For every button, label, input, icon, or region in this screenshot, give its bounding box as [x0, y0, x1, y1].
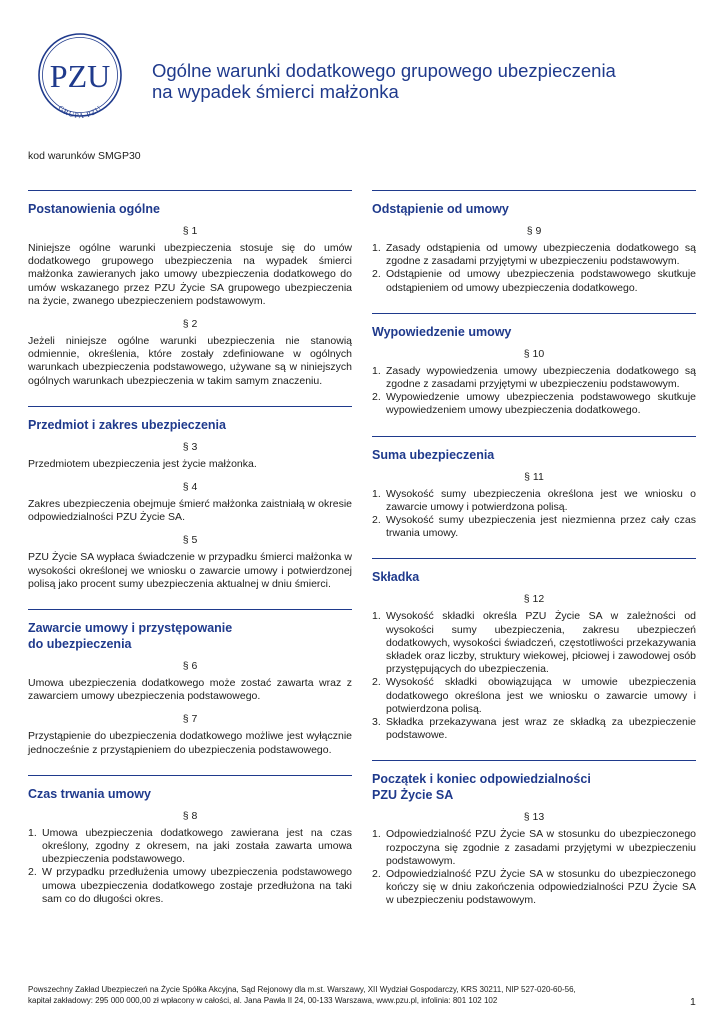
list-item: 1. Zasady wypowiedzenia umowy ubezpieczenia dodatkowego są zgodne z zasadami przyjętymi w ubezpieczeniu podstawowym.	[372, 364, 696, 391]
heading-line: do ubezpieczenia	[28, 637, 132, 652]
paragraph-number: § 4	[182, 481, 198, 494]
list-item: 1. Odpowiedzialność PZU Życie SA w stosunku do ubezpieczonego rozpoczyna się zgodnie z zasadami przyjętymi w ubezpieczeniu podstawowym.	[372, 828, 696, 867]
paragraph-text: Przystąpienie do ubezpieczenia dodatkowego możliwe jest wyłącznie jednocześnie z przystąpieniem do ubezpieczenia podstawowego.	[28, 730, 352, 756]
list-item: 1. Umowa ubezpieczenia dodatkowego zawierana jest na czas określony, zgodny z okresem, na jaki została zawarta umowa ubezpieczenia podstawowego.	[28, 826, 352, 866]
paragraph-number: § 10	[523, 347, 545, 360]
section-heading: Przedmiot i zakres ubezpieczenia	[28, 417, 226, 432]
paragraph-number: § 8	[182, 809, 198, 822]
pzu-logo	[37, 29, 123, 121]
list-item: 1. Wysokość składki określa PZU Życie SA w zależności od wysokości sumy ubezpieczenia, zakresu ubezpieczeń dodatkowych, wysokości świadczeń, częstotliwości przekazywania składek oraz liczby, struktury wiekowej, płciowej i zawodowej osób przystępujących do ubezpieczenia.	[372, 610, 696, 676]
title-line-1: Ogólne warunki dodatkowego grupowego ubezpieczenia	[152, 60, 616, 81]
section-heading: Czas trwania umowy	[28, 786, 151, 801]
paragraph-text: Jeżeli niniejsze ogólne warunki ubezpieczenia nie stanowią odmiennie, określenia, które zostały zdefiniowane w ogólnych warunkach ubezpieczenia podstawowego, używane są w niniejszych ogólnych warunkach ubezpieczenia w takim samym znaczeniu.	[28, 335, 352, 387]
list-item: 2. Wysokość sumy ubezpieczenia jest niezmienna przez cały czas trwania umowy.	[372, 514, 696, 540]
company-footer	[28, 984, 668, 1006]
right-column	[372, 190, 696, 926]
paragraph-number: § 11	[524, 470, 544, 483]
logo-ring-text: GRUPA PZU	[56, 103, 104, 121]
section-conclusion	[28, 609, 352, 757]
numbered-list	[372, 610, 696, 742]
list-item: 2. Wysokość składki obowiązująca w umowie ubezpieczenia dodatkowego określona jest we wniosku o zawarcie umowy i potwierdzona polisą.	[372, 676, 696, 715]
paragraph-number: § 7	[182, 713, 198, 726]
numbered-list	[372, 828, 696, 907]
paragraph-number: § 9	[526, 225, 542, 237]
list-item: 1. Zasady odstąpienia od umowy ubezpieczenia dodatkowego są zgodne z zasadami przyjętymi w ubezpieczeniu podstawowym.	[372, 242, 696, 268]
document-title	[152, 60, 616, 102]
list-item: 3. Składka przekazywana jest wraz ze składką za ubezpieczenie podstawowe.	[372, 716, 696, 742]
paragraph-number: § 2	[182, 318, 198, 331]
svg-text:GRUPA PZU	[56, 103, 103, 120]
section-premium	[372, 558, 696, 742]
heading-line: Początek i koniec odpowiedzialności	[372, 772, 591, 787]
paragraph-text: Niniejsze ogólne warunki ubezpieczenia stosuje się do umów dodatkowego grupowego ubezpieczenia na wypadek śmierci małżonka zawieranych jako umowy ubezpieczenia dodatkowego do umów wskazanego przez PZU Życie SA grupowego ubezpieczenia na życie, zwanego ubezpieczeniem podstawowym.	[28, 242, 352, 307]
list-item: 2. Odpowiedzialność PZU Życie SA w stosunku do ubezpieczonego kończy się w dniu zakończenia odpowiedzialności PZU Życie SA w ubezpieczeniu podstawowym.	[372, 868, 696, 907]
paragraph-text: Zakres ubezpieczenia obejmuje śmierć małżonka zaistniałą w okresie odpowiedzialności PZU Życie SA.	[28, 498, 352, 524]
numbered-list	[28, 827, 352, 906]
paragraph-number: § 13	[523, 811, 545, 824]
paragraph-number: § 5	[182, 534, 198, 547]
logo-main-text: PZU	[49, 58, 111, 94]
numbered-list	[372, 242, 696, 295]
paragraph-number: § 1	[182, 225, 198, 237]
paragraph-text: PZU Życie SA wypłaca świadczenie w przypadku śmierci małżonka w wysokości określonej we wniosku o zawarcie umowy i potwierdzonej polisą jako procent sumy ubezpieczenia aktualnej w dniu śmierci.	[28, 551, 352, 590]
conditions-code: kod warunków SMGP30	[28, 150, 141, 162]
section-general-provisions	[28, 190, 352, 388]
footer-line: Powszechny Zakład Ubezpieczeń na Życie Spółka Akcyjna, Sąd Rejonowy dla m.st. Warszawy, XII Wydział Gospodarczy, KRS 30211, NIP 527-020-60-56,	[28, 985, 576, 994]
section-heading: Postanowienia ogólne	[28, 202, 160, 216]
paragraph-number: § 12	[523, 593, 545, 606]
title-line-2: na wypadek śmierci małżonka	[152, 81, 399, 102]
left-column	[28, 190, 352, 924]
page-number: 1	[690, 996, 696, 1008]
list-item: 1. Wysokość sumy ubezpieczenia określona jest we wniosku o zawarcie umowy i potwierdzona polisą.	[372, 487, 696, 513]
list-item: 2. Wypowiedzenie umowy ubezpieczenia podstawowego skutkuje wypowiedzeniem umowy ubezpieczenia dodatkowego.	[372, 391, 696, 417]
section-heading	[372, 771, 696, 803]
footer-line: kapitał zakładowy: 295 000 000,00 zł wpłacony w całości, al. Jana Pawła II 24, 00-133 Warszawa, www.pzu.pl, infolinia: 801 102 102	[28, 996, 498, 1005]
heading-line: PZU Życie SA	[372, 788, 454, 803]
list-item: 2. W przypadku przedłużenia umowy ubezpieczenia podstawowego umowa ubezpieczenia dodatkowego zostaje przedłużona na taki sam co do długości okres.	[28, 866, 352, 905]
paragraph-number: § 6	[182, 660, 198, 673]
paragraph-text: Przedmiotem ubezpieczenia jest życie małżonka.	[28, 457, 257, 470]
section-heading: Składka	[372, 570, 420, 585]
section-sum-insured	[372, 436, 696, 541]
paragraph-text: Umowa ubezpieczenia dodatkowego może zostać zawarta wraz z zawarciem umowy ubezpieczenia podstawowego.	[28, 677, 352, 703]
section-withdrawal	[372, 190, 696, 295]
heading-line: Zawarcie umowy i przystępowanie	[28, 621, 233, 636]
section-heading: Wypowiedzenie umowy	[372, 324, 512, 339]
section-duration	[28, 775, 352, 906]
section-scope	[28, 406, 352, 591]
list-item: 2. Odstąpienie od umowy ubezpieczenia podstawowego skutkuje odstąpieniem od umowy ubezpieczenia dodatkowego.	[372, 268, 696, 294]
section-termination	[372, 313, 696, 418]
section-liability-period	[372, 760, 696, 907]
paragraph-number: § 3	[182, 440, 198, 453]
section-heading: Odstąpienie od umowy	[372, 202, 509, 216]
numbered-list	[372, 365, 696, 418]
numbered-list	[372, 488, 696, 541]
section-heading	[28, 620, 352, 652]
section-heading: Suma ubezpieczenia	[372, 447, 495, 462]
